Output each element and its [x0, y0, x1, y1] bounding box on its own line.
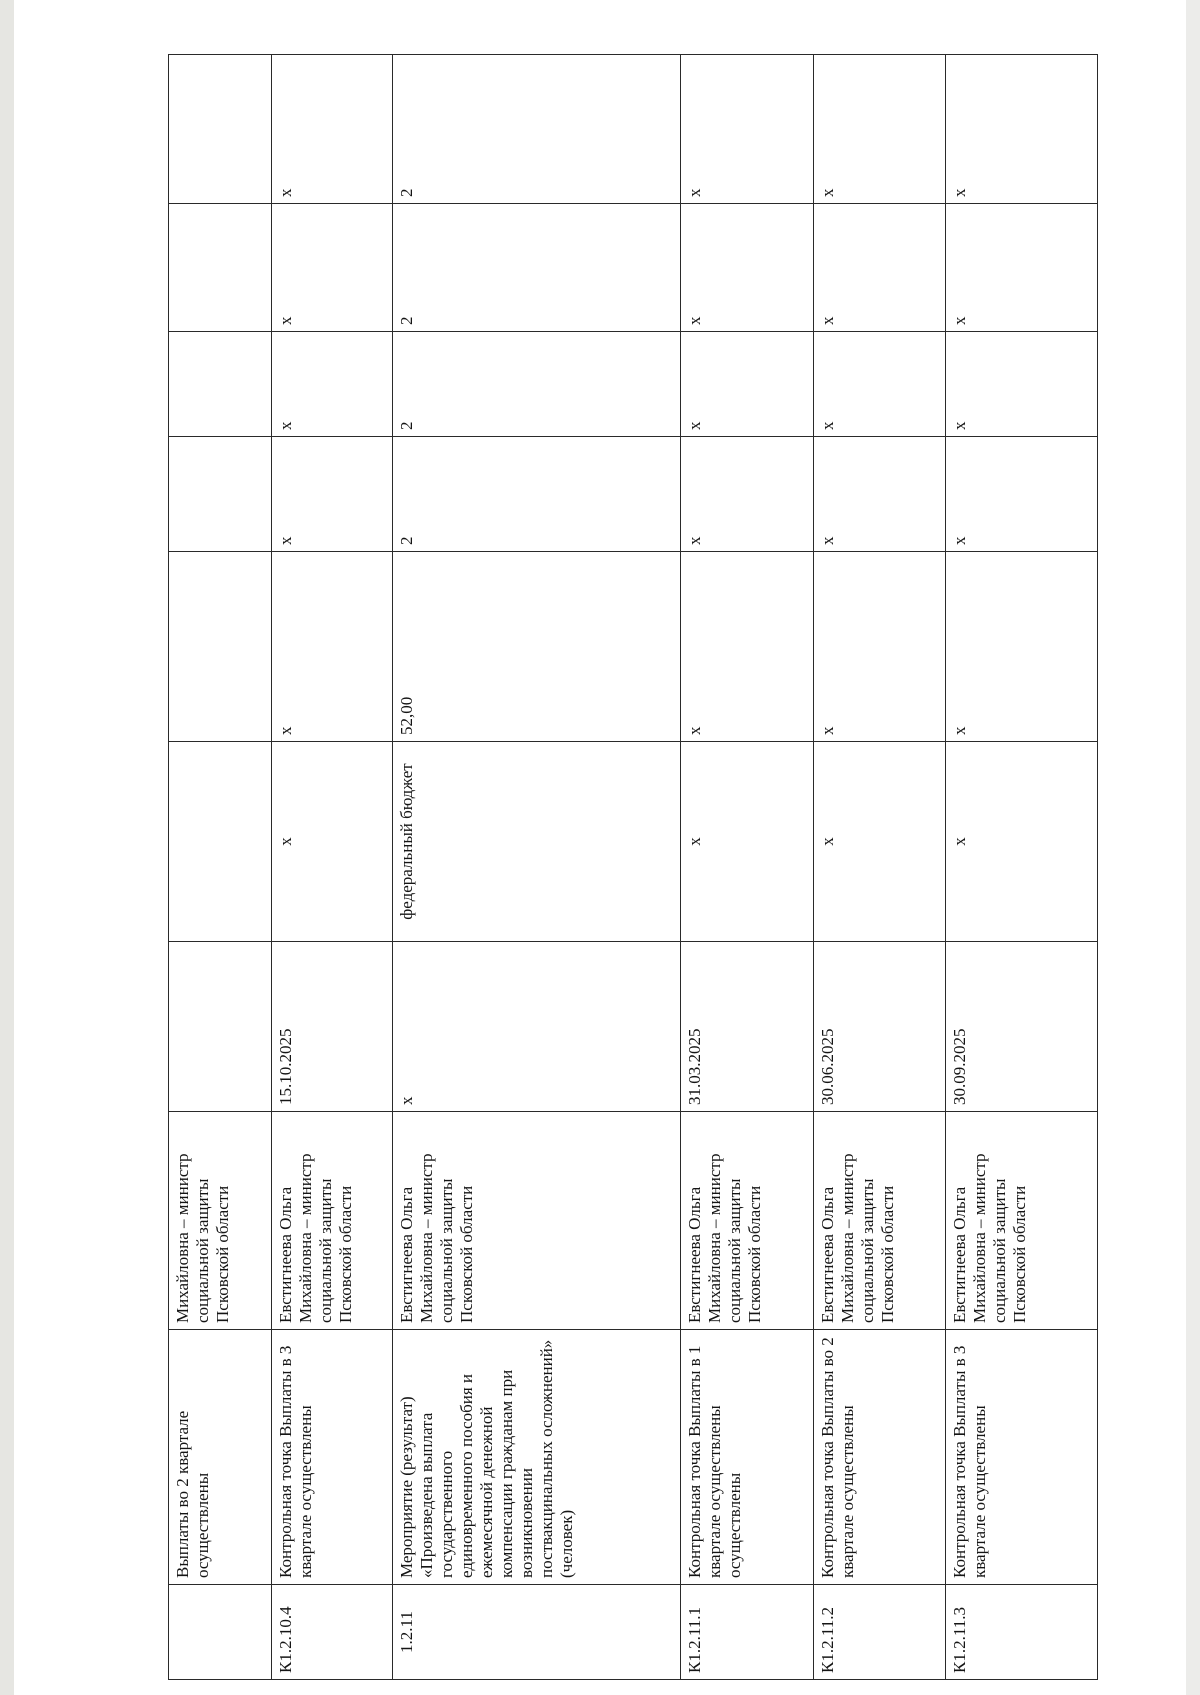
row-date: 30.06.2025	[814, 942, 946, 1112]
table-row	[169, 55, 272, 1680]
row-value-1: х	[680, 437, 814, 552]
row-value-4: х	[814, 55, 946, 204]
row-code: К1.2.11.1	[680, 1585, 814, 1680]
row-value-3: х	[945, 204, 1097, 332]
row-value-2: х	[945, 332, 1097, 437]
row-value-2: х	[814, 332, 946, 437]
row-responsible: Евстигнеева Ольга Михайловна – министр социальной защиты Псковской области	[393, 1112, 681, 1330]
table-row	[680, 55, 814, 1680]
row-value-4	[169, 55, 272, 204]
row-value-3: 2	[393, 204, 681, 332]
table-row	[945, 55, 1097, 1680]
table-row	[393, 55, 681, 1680]
row-value-4: х	[271, 55, 392, 204]
row-name: Контрольная точка Выплаты в 3 квартале осуществлены	[945, 1330, 1097, 1585]
row-name: Мероприятие (результат) «Произведена выплата государственного единовременного пособия и ежемесячной денежной компенсации гражданам при возникновении поствакцинальных осложнений» (человек)	[393, 1330, 681, 1585]
row-code: 1.2.11	[393, 1585, 681, 1680]
row-responsible: Евстигнеева Ольга Михайловна – министр социальной защиты Псковской области	[271, 1112, 392, 1330]
row-value-2: х	[680, 332, 814, 437]
row-source: х	[680, 742, 814, 942]
row-source: федеральный бюджет	[393, 742, 681, 942]
row-value-1: х	[945, 437, 1097, 552]
rotated-table-wrapper	[168, 55, 1098, 1680]
row-value-4: х	[680, 55, 814, 204]
row-value-1: х	[271, 437, 392, 552]
row-responsible: Евстигнеева Ольга Михайловна – министр социальной защиты Псковской области	[680, 1112, 814, 1330]
row-date: 30.09.2025	[945, 942, 1097, 1112]
row-name: Контрольная точка Выплаты во 2 квартале осуществлены	[814, 1330, 946, 1585]
row-value-4: х	[945, 55, 1097, 204]
row-value-3: х	[814, 204, 946, 332]
row-name: Контрольная точка Выплаты в 1 квартале осуществлены осуществлены	[680, 1330, 814, 1585]
row-source	[169, 742, 272, 942]
row-code	[169, 1585, 272, 1680]
row-code: К1.2.10.4	[271, 1585, 392, 1680]
row-value-3: х	[271, 204, 392, 332]
row-amount: х	[945, 552, 1097, 742]
activities-table	[168, 54, 1098, 1680]
row-value-3: х	[680, 204, 814, 332]
row-date: 31.03.2025	[680, 942, 814, 1112]
row-date: 15.10.2025	[271, 942, 392, 1112]
row-date	[169, 942, 272, 1112]
row-responsible: Михайловна – министр социальной защиты Псковской области	[169, 1112, 272, 1330]
table-row	[271, 55, 392, 1680]
row-amount: х	[680, 552, 814, 742]
table-row	[814, 55, 946, 1680]
row-amount: х	[814, 552, 946, 742]
row-amount: х	[271, 552, 392, 742]
row-value-2	[169, 332, 272, 437]
row-responsible: Евстигнеева Ольга Михайловна – министр социальной защиты Псковской области	[945, 1112, 1097, 1330]
row-value-4: 2	[393, 55, 681, 204]
row-code: К1.2.11.2	[814, 1585, 946, 1680]
row-value-1: 2	[393, 437, 681, 552]
row-name: Контрольная точка Выплаты в 3 квартале осуществлены	[271, 1330, 392, 1585]
row-source: х	[271, 742, 392, 942]
row-amount	[169, 552, 272, 742]
scan-margin-right	[1186, 0, 1200, 1695]
row-value-1: х	[814, 437, 946, 552]
row-source: х	[945, 742, 1097, 942]
row-responsible: Евстигнеева Ольга Михайловна – министр социальной защиты Псковской области	[814, 1112, 946, 1330]
row-value-2: х	[271, 332, 392, 437]
row-value-2: 2	[393, 332, 681, 437]
row-code: К1.2.11.3	[945, 1585, 1097, 1680]
scan-margin-left	[0, 0, 14, 1695]
row-name: Выплаты во 2 квартале осуществлены	[169, 1330, 272, 1585]
row-date: х	[393, 942, 681, 1112]
row-value-3	[169, 204, 272, 332]
row-value-1	[169, 437, 272, 552]
row-source: х	[814, 742, 946, 942]
row-amount: 52,00	[393, 552, 681, 742]
